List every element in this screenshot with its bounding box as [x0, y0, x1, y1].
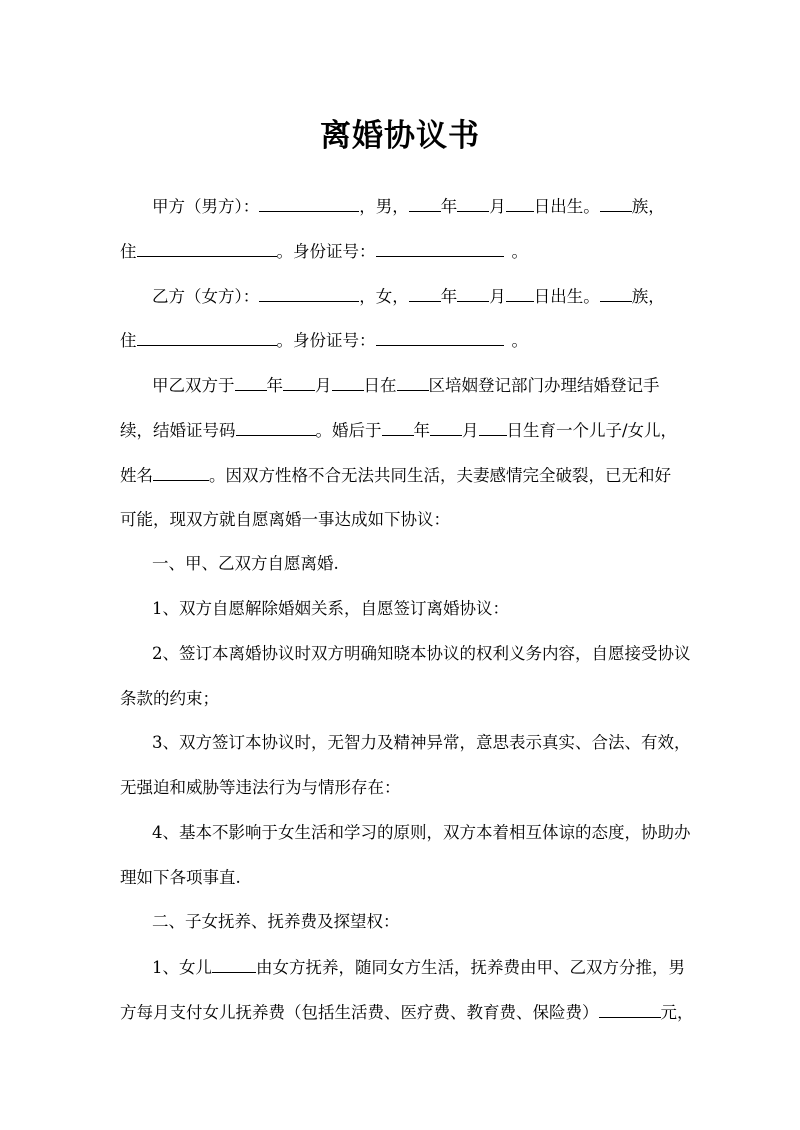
blank-field[interactable] — [506, 284, 534, 302]
text-segment: 月 — [489, 287, 506, 306]
text-segment: 甲乙双方于 — [152, 376, 235, 395]
text-segment: 元， — [660, 1003, 694, 1022]
blank-field[interactable] — [259, 194, 359, 212]
clause-1-4-line-2: 理如下各项事直. — [120, 868, 241, 887]
document-title: 离婚协议书 — [320, 118, 480, 154]
blank-field[interactable] — [397, 373, 429, 391]
blank-field[interactable] — [430, 418, 462, 436]
text-segment: 续，结婚证号码 — [120, 421, 236, 440]
section-heading-1: 一、甲、乙双方自愿离婚. — [152, 554, 339, 573]
text-segment: 乙方（女方）： — [152, 287, 260, 306]
text-segment: 方每月支付女儿抚养费（包括生活费、医疗费、教育费、保险费） — [120, 1003, 599, 1022]
blank-field[interactable] — [506, 194, 534, 212]
text-segment: 年 — [440, 197, 458, 216]
blank-field[interactable] — [212, 955, 256, 973]
blank-field[interactable] — [479, 418, 507, 436]
marriage-line-1 — [152, 373, 686, 398]
text-segment: 。身份证号： — [276, 242, 376, 261]
party-b-line-2 — [120, 328, 686, 353]
clause-1-3-line-2: 无强迫和威胁等违法行为与情形存在： — [120, 778, 401, 797]
clause-1-2-line-2: 条款的约束； — [120, 689, 219, 708]
text-segment: 月 — [462, 421, 479, 440]
text-segment: 年 — [413, 421, 430, 440]
blank-field[interactable] — [259, 284, 359, 302]
blank-field[interactable] — [283, 373, 315, 391]
party-a-line-1 — [152, 194, 686, 219]
text-segment: 日出生。 — [533, 197, 600, 216]
clause-2-1-line-1 — [152, 955, 686, 980]
text-segment: 月 — [489, 197, 506, 216]
text-segment: 族， — [631, 197, 665, 216]
marriage-line-3 — [120, 463, 686, 488]
marriage-line-2 — [120, 418, 686, 443]
text-segment: ，女， — [359, 287, 409, 306]
section-heading-2: 二、子女抚养、抚养费及探望权： — [152, 912, 400, 931]
clause-1-1: 1、双方自愿解除婚姻关系，自愿签订离婚协议： — [152, 599, 509, 618]
blank-field[interactable] — [235, 373, 267, 391]
text-segment: 年 — [440, 287, 458, 306]
text-segment: 由女方抚养，随同女方生活，抚养费由甲、乙双方分推，男 — [256, 958, 685, 977]
text-segment: 。 — [511, 242, 528, 261]
text-segment: 。婚后于 — [315, 421, 382, 440]
blank-field[interactable] — [376, 328, 504, 346]
text-segment: 区培姻登记部门办理结婚登记手 — [428, 376, 660, 395]
party-b-line-1 — [152, 284, 686, 309]
marriage-line-4: 可能，现双方就自愿离婚一事达成如下协议： — [120, 510, 450, 529]
text-segment: 住 — [120, 331, 137, 350]
blank-field[interactable] — [409, 284, 441, 302]
text-segment: 年 — [266, 376, 283, 395]
text-segment: 。因双方性格不合无法共同生活，夫妻感情完全破裂，已无和好 — [209, 466, 671, 485]
blank-field[interactable] — [236, 418, 316, 436]
party-a-line-2 — [120, 239, 686, 264]
text-segment: 姓名 — [120, 466, 153, 485]
blank-field[interactable] — [600, 194, 632, 212]
text-segment: 日出生。 — [533, 287, 600, 306]
text-segment: 住 — [120, 242, 137, 261]
text-segment: 1、女儿 — [152, 958, 212, 977]
text-segment: 日生育一个儿子/女儿， — [506, 421, 678, 440]
clause-1-2-line-1: 2、签订本离婚协议时双方明确知晓本协议的权利义务内容，自愿接受协议 — [152, 644, 691, 663]
blank-field[interactable] — [376, 239, 504, 257]
text-segment: 。 — [511, 331, 528, 350]
blank-field[interactable] — [153, 463, 209, 481]
text-segment: 甲方（男方）： — [152, 197, 260, 216]
blank-field[interactable] — [600, 284, 632, 302]
blank-field[interactable] — [382, 418, 414, 436]
clause-1-4-line-1: 4、基本不影响于女生活和学习的原则，双方本着相互体谅的态度，协助办 — [152, 823, 691, 842]
clause-2-1-line-2 — [120, 1000, 694, 1025]
blank-field[interactable] — [137, 239, 277, 257]
blank-field[interactable] — [457, 194, 489, 212]
blank-field[interactable] — [409, 194, 441, 212]
text-segment: 。身份证号： — [276, 331, 376, 350]
clause-1-3-line-1: 3、双方签订本协议时，无智力及精神异常，意思表示真实、合法、有效， — [152, 733, 691, 752]
text-segment: ，男， — [359, 197, 409, 216]
blank-field[interactable] — [137, 328, 277, 346]
text-segment: 日在 — [363, 376, 397, 395]
blank-field[interactable] — [457, 284, 489, 302]
blank-field[interactable] — [332, 373, 364, 391]
text-segment: 月 — [315, 376, 332, 395]
blank-field[interactable] — [599, 1000, 661, 1018]
text-segment: 族， — [631, 287, 665, 306]
